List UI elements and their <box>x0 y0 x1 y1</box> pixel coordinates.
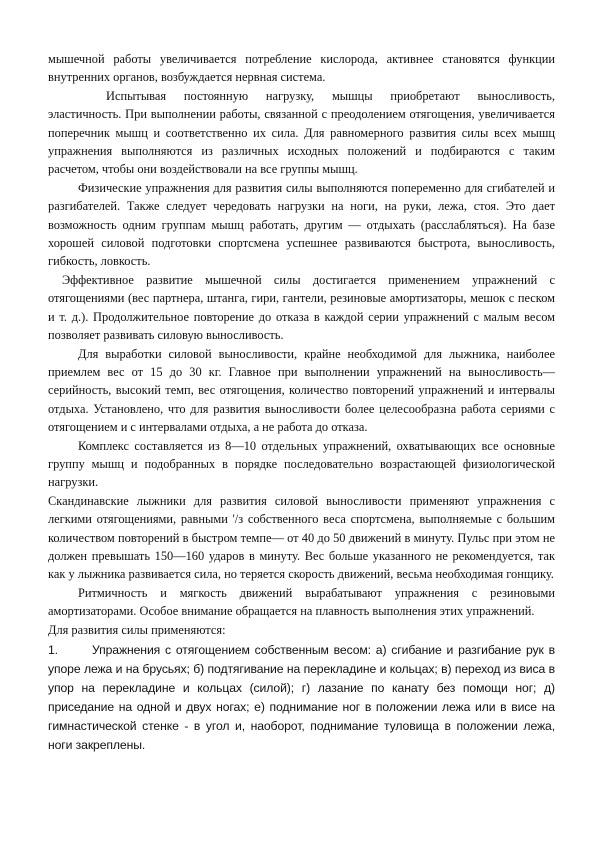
paragraph-7: Скандинавские лыжники для развития силовой выносливости применяют упражнения с легкими отягощениями, равными '/з собственного веса спортсмена, выполняемые с большим количеством повторений в быстром темпе— от 40 до 50 движений в минуту. Пульс при этом не должен превышать 150—160 ударов в минуту. Вес больше указанного не рекомендуется, так как у лыжника развивается сила, но теряется скорость движений, весьма необходимая гонщику. <box>48 493 555 582</box>
paragraph-6: Комплекс составляется из 8—10 отдельных упражнений, охватывающих все основные группу мышц и подобранных в порядке последовательно возрастающей физиологической нагрузки. <box>48 438 555 490</box>
paragraph-2: Испытывая постоянную нагрузку, мышцы приобретают выносливость, эластичность. При выполнении работы, связанной с преодолением отягощения, увеличивается поперечник мышц и соответственно их сила. Для равномерного развития силы всех мышц упражнения выполняются из различных исходных положений и подбираются с таким расчетом, чтобы они воздействовали на все группы мышц. <box>48 88 555 177</box>
list-item <box>48 641 555 754</box>
paragraph-5: Для выработки силовой выносливости, крайне необходимой для лыжника, наиболее приемлем вес от 15 до 30 кг. Главное при выполнении упражнений на выносливость— серийность, высокий темп, вес отягощения, количество повторений упражнений и интервалы отдыха. Установлено, что для развития выносливости более целесообразна работа сериями с отягощением и с интервалами отдыха, а не работа до отказа. <box>48 346 555 435</box>
document-body <box>48 50 555 754</box>
list-item-text: Упражнения с отягощением собственным весом: а) сгибание и разгибание рук в упоре лежа и на брусьях; б) подтягивание на перекладине и кольцах; в) переход из виса в упор на перекладине и кольцах (силой); г) лазание по канату без помощи ног; д) приседание на одной и двух ногах; е) поднимание ног в положении лежа или в висе на гимнастической стенке - в угол и, наоборот, поднимание туловища в положении лежа, ноги закреплены. <box>48 643 555 752</box>
paragraph-1: мышечной работы увеличивается потребление кислорода, активнее становятся функции внутренних органов, возбуждается нервная система. <box>48 52 555 85</box>
paragraph-9: Для развития силы применяются: <box>48 622 226 637</box>
paragraph-3: Физические упражнения для развития силы выполняются попеременно для сгибателей и разгибателей. Также следует чередовать нагрузки на ноги, на руки, лежа, стоя. Это дает возможность одним группам мышц работать, другим — отдыхать (расслабляться). На базе хорошей силовой подготовки спортсмена успешнее развиваются быстрота, выносливость, гибкость, ловкость. <box>48 180 555 269</box>
paragraph-4: Эффективное развитие мышечной силы достигается применением упражнений с отягощениями (вес партнера, штанга, гири, гантели, резиновые амортизаторы, мешок с песком и т. д.). Продолжительное повторение до отказа в каждой серии упражнений с малым весом позволяет развивать силовую выносливость. <box>48 272 555 343</box>
list-item-number: 1. <box>48 643 58 657</box>
paragraph-8: Ритмичность и мягкость движений вырабатывают упражнения с резиновыми амортизаторами. Особое внимание обращается на плавность выполнения этих упражнений. <box>48 585 555 619</box>
